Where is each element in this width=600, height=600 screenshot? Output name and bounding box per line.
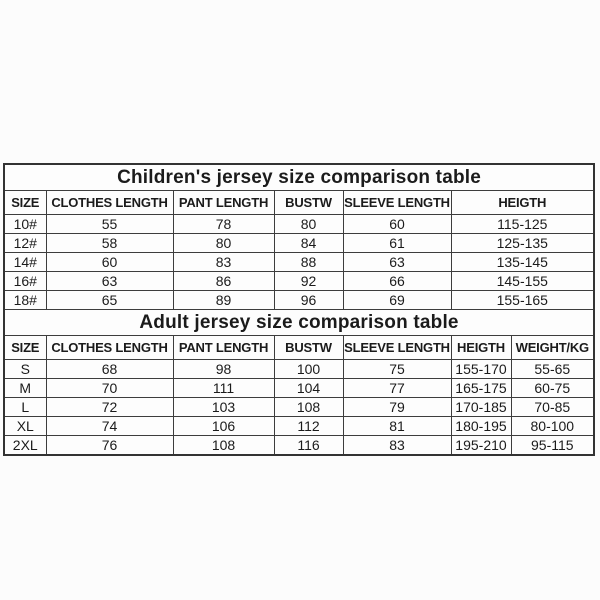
table-row [4, 234, 594, 253]
value-cell: 165-175 [451, 379, 511, 398]
value-cell: 78 [173, 215, 274, 234]
value-cell: 58 [46, 234, 173, 253]
value-cell: 60 [46, 253, 173, 272]
table-title-row [4, 310, 594, 336]
column-header: WEIGHT/KG [511, 336, 594, 360]
value-cell: 83 [173, 253, 274, 272]
value-cell: 66 [343, 272, 451, 291]
value-cell: 86 [173, 272, 274, 291]
column-header: CLOTHES LENGTH [46, 191, 173, 215]
table-header-row [4, 336, 594, 360]
table-row [4, 436, 594, 456]
value-cell: 96 [274, 291, 343, 310]
value-cell: 116 [274, 436, 343, 456]
value-cell: 55 [46, 215, 173, 234]
value-cell: 80 [173, 234, 274, 253]
value-cell: 108 [173, 436, 274, 456]
value-cell: 106 [173, 417, 274, 436]
value-cell: 195-210 [451, 436, 511, 456]
value-cell: 63 [46, 272, 173, 291]
value-cell: 88 [274, 253, 343, 272]
value-cell: 80-100 [511, 417, 594, 436]
value-cell: 61 [343, 234, 451, 253]
value-cell: 135-145 [451, 253, 594, 272]
table-row [4, 360, 594, 379]
size-cell: L [4, 398, 46, 417]
value-cell: 60 [343, 215, 451, 234]
size-cell: M [4, 379, 46, 398]
value-cell: 79 [343, 398, 451, 417]
column-header: SIZE [4, 191, 46, 215]
table-header-row [4, 191, 594, 215]
table-row [4, 417, 594, 436]
table-row [4, 272, 594, 291]
size-cell: 12# [4, 234, 46, 253]
value-cell: 180-195 [451, 417, 511, 436]
value-cell: 69 [343, 291, 451, 310]
value-cell: 63 [343, 253, 451, 272]
value-cell: 104 [274, 379, 343, 398]
size-cell: 10# [4, 215, 46, 234]
column-header: BUSTW [274, 336, 343, 360]
value-cell: 70-85 [511, 398, 594, 417]
value-cell: 125-135 [451, 234, 594, 253]
value-cell: 155-165 [451, 291, 594, 310]
value-cell: 112 [274, 417, 343, 436]
size-cell: 16# [4, 272, 46, 291]
value-cell: 55-65 [511, 360, 594, 379]
column-header: SLEEVE LENGTH [343, 336, 451, 360]
value-cell: 100 [274, 360, 343, 379]
value-cell: 83 [343, 436, 451, 456]
column-header: PANT LENGTH [173, 336, 274, 360]
table-row [4, 291, 594, 310]
value-cell: 89 [173, 291, 274, 310]
column-header: BUSTW [274, 191, 343, 215]
value-cell: 155-170 [451, 360, 511, 379]
value-cell: 74 [46, 417, 173, 436]
table-title-row [4, 164, 594, 191]
value-cell: 170-185 [451, 398, 511, 417]
value-cell: 108 [274, 398, 343, 417]
table-row [4, 215, 594, 234]
value-cell: 76 [46, 436, 173, 456]
table-row [4, 253, 594, 272]
table-row [4, 398, 594, 417]
column-header: HEIGTH [451, 191, 594, 215]
value-cell: 103 [173, 398, 274, 417]
value-cell: 77 [343, 379, 451, 398]
table-title: Children's jersey size comparison table [4, 164, 594, 191]
value-cell: 111 [173, 379, 274, 398]
value-cell: 75 [343, 360, 451, 379]
column-header: HEIGTH [451, 336, 511, 360]
size-cell: XL [4, 417, 46, 436]
table-title: Adult jersey size comparison table [4, 310, 594, 336]
jersey-size-table [3, 163, 595, 456]
value-cell: 115-125 [451, 215, 594, 234]
value-cell: 70 [46, 379, 173, 398]
value-cell: 92 [274, 272, 343, 291]
column-header: CLOTHES LENGTH [46, 336, 173, 360]
size-cell: 14# [4, 253, 46, 272]
size-cell: S [4, 360, 46, 379]
value-cell: 60-75 [511, 379, 594, 398]
size-cell: 18# [4, 291, 46, 310]
value-cell: 145-155 [451, 272, 594, 291]
value-cell: 65 [46, 291, 173, 310]
value-cell: 98 [173, 360, 274, 379]
value-cell: 95-115 [511, 436, 594, 456]
value-cell: 84 [274, 234, 343, 253]
column-header: SIZE [4, 336, 46, 360]
table-row [4, 379, 594, 398]
value-cell: 80 [274, 215, 343, 234]
size-cell: 2XL [4, 436, 46, 456]
value-cell: 81 [343, 417, 451, 436]
column-header: SLEEVE LENGTH [343, 191, 451, 215]
value-cell: 72 [46, 398, 173, 417]
value-cell: 68 [46, 360, 173, 379]
jersey-size-table-body [4, 164, 594, 455]
column-header: PANT LENGTH [173, 191, 274, 215]
